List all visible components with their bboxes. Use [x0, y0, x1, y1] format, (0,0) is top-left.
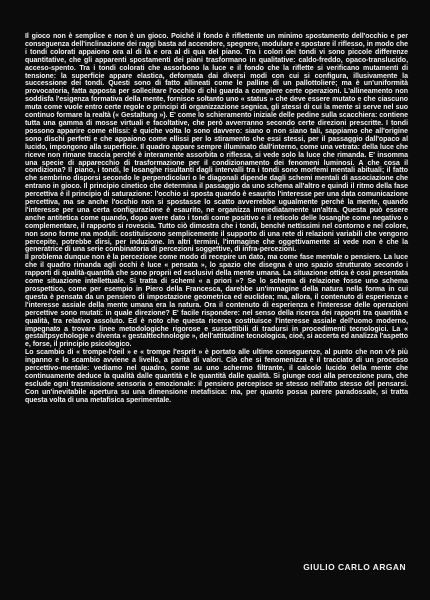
- author-signature: GIULIO CARLO ARGAN: [303, 562, 406, 572]
- essay-body: [25, 33, 408, 405]
- paragraph-3: Lo scambio di « trompe-l'oeil » e « trompe l'esprit » è portato alle ultime conseguenze, al punto che non v'è più inganno e lo scambio avviene a livello, a parità di valori. Ciò che si fenomenizza è il tracciato di un processo percettivo-mentale: vediamo nel quadro, come su uno schermo filtrante, il calcolo lucido della mente che continuamente deduce la qualità dalle quantità e le quantità dalle qualità. Si giunge così alla percezione pura, che esclude ogni trasmissione sensoria o emozionale: il pensiero percepisce se stesso nell'atto stesso del pensarsi. Con un'inevitabile apertura su una dimensione metafisica: ma, per quanto possa parere paradossale, si tratta questa volta di una metafisica sperimentale.: [25, 349, 408, 404]
- paragraph-2: Il problema dunque non è la percezione come modo di recepire un dato, ma come fase mentale o pensiero. La luce che il quadro rimanda agli occhi è luce « pensata », lo spazio che disegna è uno spazio strutturato secondo i rapporti di qualità-quantità che sono proprii ed esclusivi della mente umana. La situazione ottica è così presentata come situazione intellettuale. Si tratta di schemi « a priori »? Se lo schema di relazione fosse uno schema prospettico, come per esempio in Piero della Francesca, darebbe un'immagine della natura nella forma in cui questa è pensata da un pensiero di impostazione geometrica ed euclidea; ma, allora, il contenuto di esperienza e l'interesse assiale della mente umana era la natura. Ora il contenuto di esperienza e l'interesse delle operazioni percettive sono mutati: in quale direzione? E' facile rispondere: nel senso della ricerca dei rapporti tra quantità e qualità, tra relativo assoluto. Ed è noto che questa ricerca costituisce l'interesse assiale dell'uomo moderno, impegnato a trovare linee metodologiche rigorose e sussettibili di tradursi in procedimenti tecnologici. La « gestaltpsychologie » diventa « gestalttechnologie », dell'attitudine tecnologica, cioè, si accerta ed analizza l'aspetto e, forse, il principio psicologico.: [25, 254, 408, 349]
- paragraph-1: Il gioco non è semplice e non è un gioco. Poiché il fondo è riflettente un minimo spostamento dell'occhio e per conseguenza dell'inclinazione dei raggi basta ad accendere, spegnere, modulare e spostare il riflesso, in modo che i tondi colorati appaiono ora al di là e ora al di qua del piano. Tra i colori dei tondi vi sono piccole differenze quantitative, che gli apparenti spostamenti dei piani trasformano in qualitative: caldo-freddo, opaco-translucido, acceso-spento. Tra i tondi colorati che assorbono la luce e il fondo che la riflette si verificano mutamenti di tensione: la superficie appare elastica, deformata dai diversi modi con cui si configura, illusivamente la successione dei tondi. Questi sono di fatto allineati come le palline di un pallottoliere; ma è un'uniformità provocatoria, fatta apposta per sollecitare l'occhio di chi guarda a compiere certe operazioni. L'allineamento non soddisfa l'esigenza formativa della mente, fornisce soltanto uno « status » che deve essere mutato e che ciascuno muta come vuole entro certe regole o principi di organizzazione segnica, gli stessi di cui la mente si serve nel suo continuo formare la realtà (« Gestaltung »). E' come lo schieramento iniziale delle pedine sulla scacchiera: contiene tutta una gamma di mosse virtuali e facoltative, che però avverranno secondo certe direzioni prescritte. I tondi possono apparire come ellissi: è quiche volta lo sono davvero: siano o non siano tali, sappiamo che all'origine sono dischi perfetti e che appaiono come ellissi per lo stiramento che essi stessi, per il passaggio dall'opaco al lucido, impongono alla superficie. Il quadro appare sempre illuminato dall'interno, come una vetrata: della luce che riceve non rimane traccia perché è interamente assorbita o riflessa, si vede solo la luce che rimanda. E' insomma una specie di apparecchio di trasformazione per il condizionamento dei fenomeni luminosi. A che cosa il condiziona? Il piano, i tondi, le losanghe risultanti dagli intervalli tra i tondi sono morfemi mentali abituali; il fatto che sembrino disporsi secondo le perpendicolari o le diagonali dipende dagli schemi mentali di associazione che entrano in gioco. Il principio cinetico che determina il passaggio da uno schema all'altro e quindi il ritmo della fase percettiva è il principio di saturazione: l'occhio si sposta quando è esaurito l'interesse per una data comunicazione percettiva, ma se anche l'occhio non si spostasse lo scatto avverrebbe ugualmente perché la mente, quando l'interesse per una certa configurazione è esaurito, ne organizza immediatamente un'altra. Questa può essere anche antitetica come quando, dopo avere dato i tondi come positivo e il reticolo delle losanghe come negativo o complementare, il rapporto si rovescia. Tutto ciò dimostra che i tondi, benché nettissimi nel contorno e nel colore, non sono forme ma moduli: costituiscono semplicemente il supporto di una rete di relazioni variabili che vengono percepite, potrebbe dirsi, per induzione. In altri termini, l'immagine che oggettivamente si vede non è che la generatrice di una serie combinatoria di percezioni soggettive, di infra-percezioni.: [25, 33, 408, 254]
